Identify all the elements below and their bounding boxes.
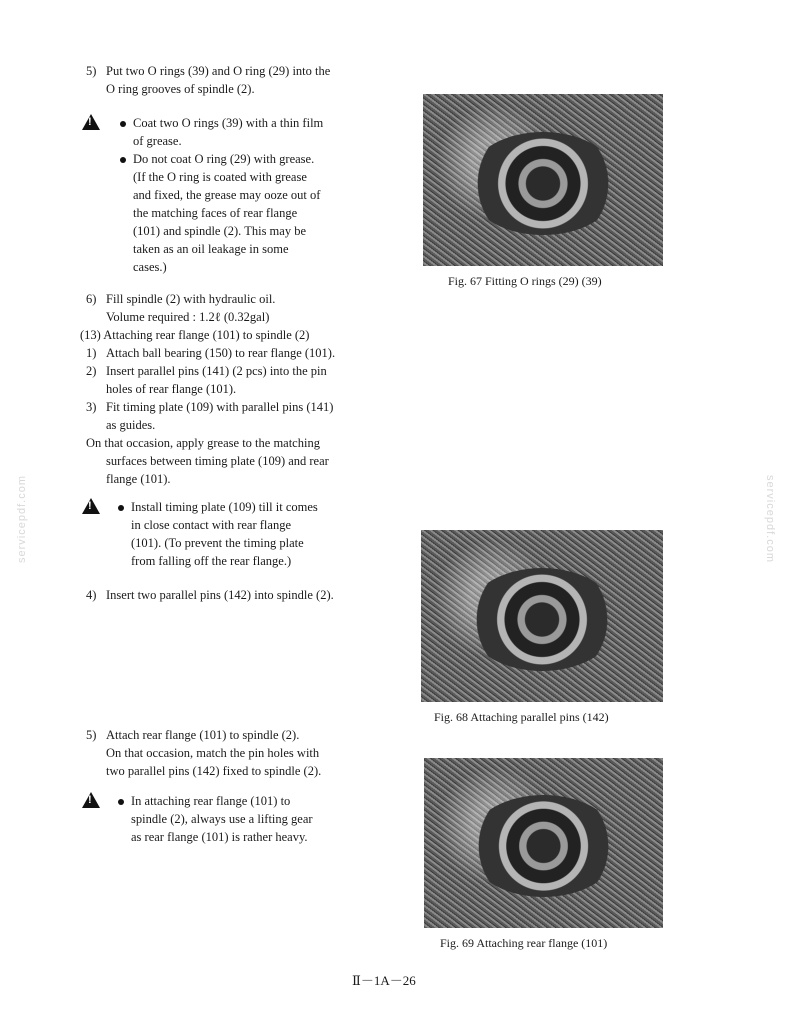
warning-icon bbox=[82, 498, 100, 514]
figure-photo bbox=[424, 758, 663, 928]
warning-text: of grease. bbox=[133, 134, 182, 148]
warning-text: cases.) bbox=[133, 260, 167, 274]
warning-text: Do not coat O ring (29) with grease. bbox=[133, 152, 315, 166]
step-text: Fit timing plate (109) with parallel pins (141) bbox=[106, 400, 334, 414]
bullet-icon bbox=[120, 121, 126, 127]
warning-text: (101) and spindle (2). This may be bbox=[133, 224, 306, 238]
step-text: Attach ball bearing (150) to rear flange (101). bbox=[106, 346, 336, 360]
step-text: Insert parallel pins (141) (2 pcs) into the pin bbox=[106, 364, 327, 378]
section-heading: (13) Attaching rear flange (101) to spindle (2) bbox=[80, 328, 310, 342]
warning-text: as rear flange (101) is rather heavy. bbox=[131, 830, 308, 844]
occasion-text: On that occasion, apply grease to the matching bbox=[86, 436, 320, 450]
warning-text: In attaching rear flange (101) to bbox=[131, 794, 291, 808]
warning-text: and fixed, the grease may ooze out of bbox=[133, 188, 321, 202]
step-number: 5) bbox=[86, 728, 97, 742]
warning-text: Coat two O rings (39) with a thin film bbox=[133, 116, 324, 130]
warning-text: from falling off the rear flange.) bbox=[131, 554, 292, 568]
figure-photo bbox=[423, 94, 663, 266]
step-text: Volume required : 1.2ℓ (0.32gal) bbox=[106, 310, 270, 324]
watermark-left: servicepdf.com bbox=[15, 475, 28, 563]
figure-caption: Fig. 67 Fitting O rings (29) (39) bbox=[448, 274, 602, 288]
occasion-text: flange (101). bbox=[106, 472, 171, 486]
page-number: Ⅱ－1A－26 bbox=[352, 973, 416, 988]
step-text: Insert two parallel pins (142) into spindle (2). bbox=[106, 588, 334, 602]
warning-icon bbox=[82, 792, 100, 808]
step-text: O ring grooves of spindle (2). bbox=[106, 82, 255, 96]
watermark-right: servicepdf.com bbox=[763, 475, 776, 563]
step-text: as guides. bbox=[106, 418, 156, 432]
step-text: On that occasion, match the pin holes with bbox=[106, 746, 320, 760]
figure-caption: Fig. 68 Attaching parallel pins (142) bbox=[434, 710, 609, 724]
occasion-text: surfaces between timing plate (109) and rear bbox=[106, 454, 329, 468]
figure-photo bbox=[421, 530, 663, 702]
warning-icon bbox=[82, 114, 100, 130]
warning-text: in close contact with rear flange bbox=[131, 518, 291, 532]
step-text: holes of rear flange (101). bbox=[106, 382, 237, 396]
step-text: Put two O rings (39) and O ring (29) into the bbox=[106, 64, 331, 78]
step-number: 2) bbox=[86, 364, 97, 378]
step-text: Attach rear flange (101) to spindle (2). bbox=[106, 728, 300, 742]
step-number: 5) bbox=[86, 64, 97, 78]
warning-text: Install timing plate (109) till it comes bbox=[131, 500, 318, 514]
step-number: 1) bbox=[86, 346, 97, 360]
warning-text: (If the O ring is coated with grease bbox=[133, 170, 307, 184]
step-number: 6) bbox=[86, 292, 97, 306]
bullet-icon bbox=[118, 799, 124, 805]
step-number: 4) bbox=[86, 588, 97, 602]
figure-caption: Fig. 69 Attaching rear flange (101) bbox=[440, 936, 608, 950]
step-text: Fill spindle (2) with hydraulic oil. bbox=[106, 292, 276, 306]
warning-text: taken as an oil leakage in some bbox=[133, 242, 289, 256]
bullet-icon bbox=[118, 505, 124, 511]
warning-text: the matching faces of rear flange bbox=[133, 206, 298, 220]
warning-text: spindle (2), always use a lifting gear bbox=[131, 812, 313, 826]
step-number: 3) bbox=[86, 400, 97, 414]
warning-text: (101). (To prevent the timing plate bbox=[131, 536, 304, 550]
bullet-icon bbox=[120, 157, 126, 163]
step-text: two parallel pins (142) fixed to spindle (2). bbox=[106, 764, 322, 778]
